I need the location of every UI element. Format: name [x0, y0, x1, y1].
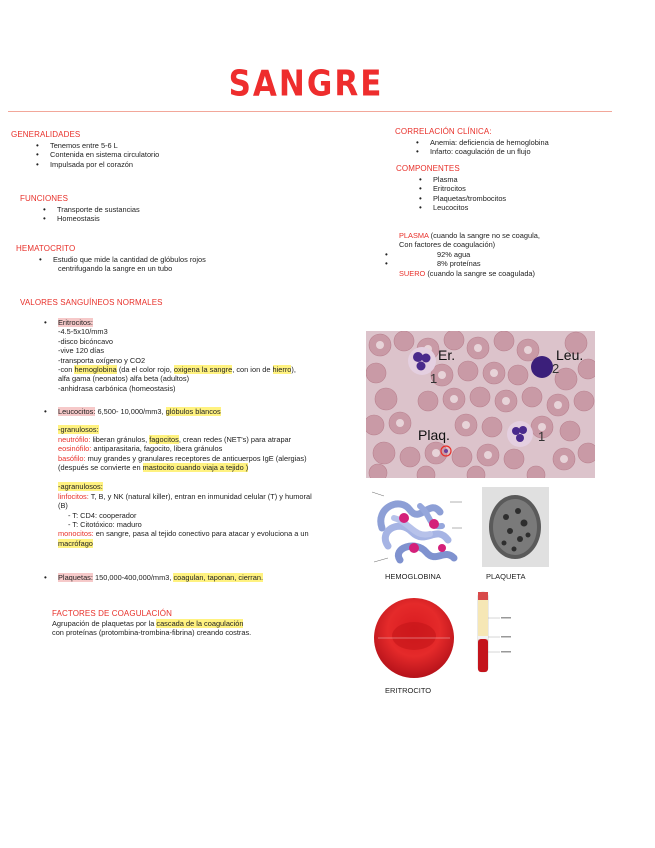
valores-heading: VALORES SANGUÍNEOS NORMALES	[20, 298, 163, 307]
correlacion-heading: CORRELACIÓN CLÍNICA:	[395, 127, 492, 136]
title-divider	[8, 111, 612, 112]
list-item: • 8% proteínas	[399, 259, 540, 268]
agranulosos-label: -agranulosos:	[58, 482, 103, 492]
plasma-label: PLASMA	[399, 231, 429, 240]
text: , crean redes (NET's) para atrapar	[178, 434, 292, 444]
factores-text	[52, 619, 251, 638]
hemoglobin-illustration	[370, 488, 464, 568]
highlight: hemoglobina	[74, 365, 117, 375]
label-plaq: Plaq.	[418, 427, 450, 443]
list-item: • Contenida en sistema circulatorio	[50, 150, 159, 159]
suero-label: SUERO	[399, 268, 426, 278]
eosinofilo-label: eosinófilo:	[58, 444, 92, 454]
hemoglobina-caption: HEMOGLOBINA	[385, 572, 441, 581]
page-title: SANGRE	[228, 63, 384, 105]
erythrocyte-illustration	[370, 594, 458, 682]
eritrocitos-label: Eritrocitos:	[58, 318, 93, 327]
plaquetas-label: Plaquetas:	[58, 573, 93, 582]
highlight: coagulan, taponan, cierran.	[173, 573, 264, 582]
highlight: oxigena la sangre	[173, 365, 233, 375]
text: - T: Citotóxico: maduro	[68, 520, 142, 530]
highlight: glóbulos blancos	[165, 407, 221, 416]
eritrocitos-line: -vive 120 días	[58, 346, 105, 356]
neutrofilo-label: neutrófilo:	[58, 434, 91, 444]
eritrocitos-line: -disco bicóncavo	[58, 336, 114, 346]
eritrocitos-line: -transporta oxígeno y CO2	[58, 355, 146, 365]
text: con proteínas (protombina-trombina-fibrina) creando costras.	[52, 628, 252, 638]
leucocitos-block	[58, 407, 312, 548]
platelet-image	[482, 487, 549, 567]
list-item: • Plaquetas/trombocitos	[433, 194, 506, 203]
componentes-heading: COMPONENTES	[396, 164, 460, 173]
platelet-micrograph	[482, 487, 549, 567]
list-item: • Leucocitos	[433, 203, 506, 212]
text: (después se convierte en	[58, 463, 143, 473]
list-item: • Tenemos entre 5-6 L	[50, 141, 159, 150]
number-label: 2	[552, 361, 560, 376]
erythrocyte-image	[370, 594, 458, 682]
funciones-heading: FUNCIONES	[20, 194, 69, 203]
leucocitos-label: Leucocitos:	[58, 407, 96, 416]
hematocrito-text	[53, 255, 206, 274]
label-er: Er.	[438, 347, 456, 363]
linfocitos-label: linfocitos:	[58, 491, 89, 501]
text: en sangre, pasa al tejido conectivo para atacar y evoluciona a un	[93, 529, 309, 539]
list-item: • Eritrocitos	[433, 184, 506, 193]
plaqueta-caption: PLAQUETA	[486, 572, 526, 581]
highlight: cascada de la coagulación	[156, 619, 244, 628]
hemoglobin-image	[370, 488, 464, 568]
monocitos-label: monocitos:	[58, 529, 94, 539]
eritrocitos-line: -4.5-5x10/mm3	[58, 327, 108, 337]
text: liberan gránulos,	[90, 434, 150, 444]
text: Agrupación de plaquetas por la	[52, 619, 157, 628]
number-label: 1	[538, 429, 546, 444]
list-item: • Impulsada por el corazón	[50, 160, 159, 169]
list-item: • Plasma	[433, 175, 506, 184]
eritrocito-caption: ERITROCITO	[385, 686, 432, 695]
eritrocitos-block	[58, 318, 296, 393]
factores-heading: FACTORES DE COAGULACIÓN	[52, 609, 172, 618]
highlight: mastocito cuando viaja a tejido )	[142, 463, 249, 473]
generalidades-list	[50, 141, 159, 169]
list-item: • Transporte de sustancias	[57, 205, 140, 214]
eritrocitos-con-line	[58, 365, 296, 374]
list-item: • Homeostasis	[57, 214, 140, 223]
hematocrito-heading: HEMATOCRITO	[16, 244, 76, 253]
text: 150,000-400,000/mm3,	[92, 573, 174, 582]
blood-smear-micrograph	[366, 331, 595, 478]
hematocrito-line1: • Estudio que mide la cantidad de glóbulos rojos	[53, 255, 206, 264]
highlight: hierro	[272, 365, 292, 375]
text: antiparasitaria, fagocito, libera gránulos	[91, 444, 223, 454]
correlacion-list	[430, 138, 549, 157]
text: - T: CD4: cooperador	[68, 510, 137, 520]
funciones-list	[57, 205, 140, 224]
basofilo-label: basófilo:	[58, 453, 86, 463]
hematocrit-tube-illustration	[470, 590, 516, 676]
text: (cuando la sangre no se coagula,	[428, 231, 540, 240]
componentes-list	[433, 175, 506, 213]
text: 6,500- 10,000/mm3,	[95, 407, 166, 416]
text: (B)	[58, 501, 68, 511]
text: -con	[58, 365, 75, 375]
list-item: • Anemia: deficiencia de hemoglobina	[430, 138, 549, 147]
plaquetas-block	[58, 573, 263, 582]
highlight: macrófago	[58, 538, 93, 548]
hematocrit-tube-image	[470, 590, 516, 676]
text: Con factores de coagulación)	[399, 240, 496, 250]
number-label: 1	[430, 371, 438, 386]
text: T, B, y NK (natural killer), entran en inmunidad celular (T) y humoral	[88, 491, 312, 501]
text: , con ion de	[232, 365, 273, 375]
list-item: • Infarto: coagulación de un flujo	[430, 147, 549, 156]
generalidades-heading: GENERALIDADES	[11, 130, 81, 139]
text: muy grandes y granulares receptores de anticuerpos IgE (alergias)	[85, 453, 307, 463]
list-item: • 92% agua	[399, 250, 540, 259]
plasma-block	[399, 231, 540, 278]
eritrocitos-alfa: alfa gama (neonatos) alfa beta (adultos)	[58, 374, 190, 384]
eritrocitos-anhidrasa: -anhidrasa carbónica (homeostasis)	[58, 383, 176, 393]
hematocrito-line2: centrifugando la sangre en un tubo	[58, 264, 173, 274]
highlight: fagocitos	[149, 434, 179, 444]
label-leu: Leu.	[556, 347, 584, 363]
granulosos-label: -granulosos:	[58, 425, 99, 435]
text: ),	[291, 365, 296, 375]
text: (cuando la sangre se coagulada)	[425, 268, 535, 278]
text: (da el color rojo,	[116, 365, 174, 375]
